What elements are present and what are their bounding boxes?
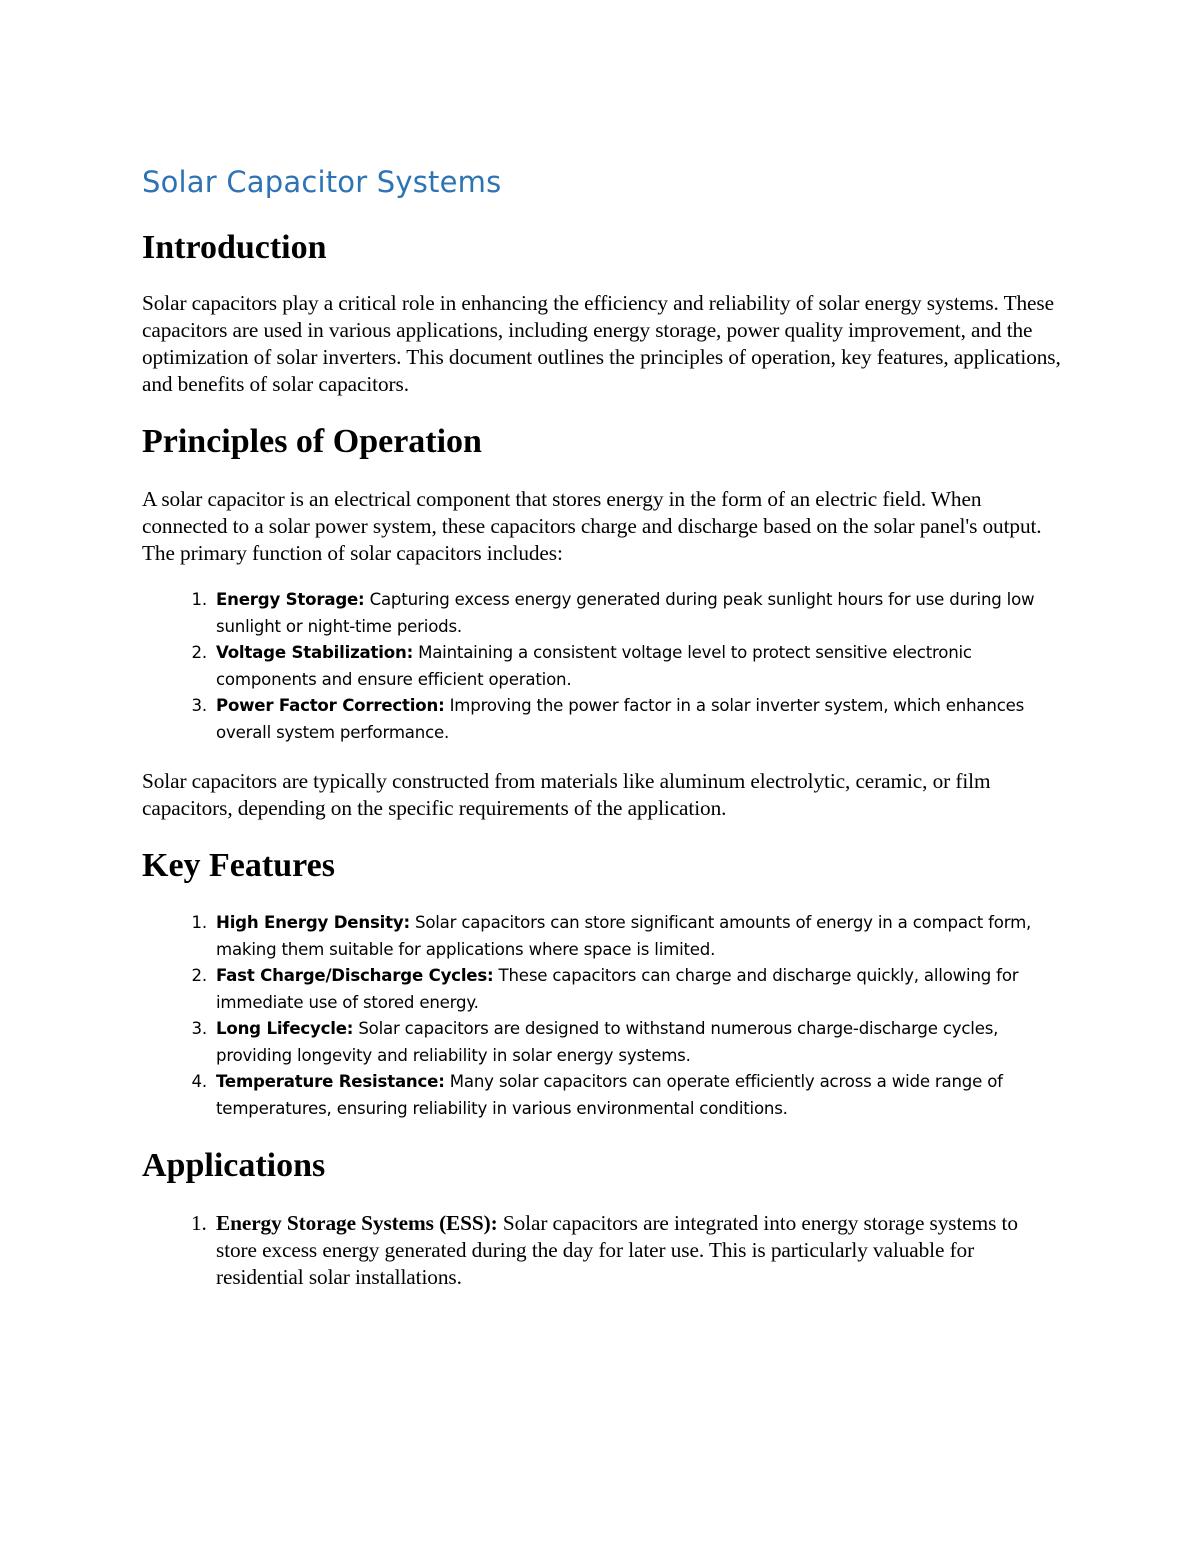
document-title: Solar Capacitor Systems [142,165,502,199]
list-item-text: Solar capacitors can store significant amounts of energy in a compact form, making them suitable for applications where space is limited. [216,913,1032,959]
principles-closing-paragraph: Solar capacitors are typically constructed from materials like aluminum electrolytic, ceramic, or film capacitors, depending on the specific requirements of the application. [142,769,991,820]
list-item-text: Solar capacitors are integrated into energy storage systems to store excess energy generated during the day for later use. This is particularly valuable for residential solar installations. [216,1211,1018,1289]
list-item-term: Long Lifecycle: [216,1019,354,1038]
principles-list [142,587,1062,746]
list-item [212,963,1062,1016]
list-item [212,587,1062,640]
list-item-term: Temperature Resistance: [216,1072,445,1091]
list-item-term: Voltage Stabilization: [216,643,414,662]
list-item-text: Improving the power factor in a solar inverter system, which enhances overall system performance. [216,696,1025,742]
applications-list [142,1210,1062,1291]
list-item-text: Many solar capacitors can operate efficiently across a wide range of temperatures, ensuring reliability in various environmental conditions. [216,1072,1003,1118]
list-item-term: Fast Charge/Discharge Cycles: [216,966,494,985]
list-item [212,693,1062,746]
heading-principles-of-operation: Principles of Operation [142,423,482,460]
principles-paragraph: A solar capacitor is an electrical component that stores energy in the form of an electric field. When connected to a solar power system, these capacitors charge and discharge based on the solar panel's output. The primary function of solar capacitors includes: [142,487,1042,565]
list-item-term: Power Factor Correction: [216,696,445,715]
list-item [212,1210,1062,1291]
heading-applications: Applications [142,1147,326,1184]
list-item [212,910,1062,963]
list-item-text: Maintaining a consistent voltage level to protect sensitive electronic components and ensure efficient operation. [216,643,972,689]
list-item-term: High Energy Density: [216,913,410,932]
heading-introduction: Introduction [142,229,327,266]
list-item-term: Energy Storage: [216,590,365,609]
list-item [212,640,1062,693]
list-item-text: Solar capacitors are designed to withstand numerous charge-discharge cycles, providing longevity and reliability in solar energy systems. [216,1019,999,1065]
list-item-text: Capturing excess energy generated during peak sunlight hours for use during low sunlight or night-time periods. [216,590,1035,636]
list-item [212,1016,1062,1069]
introduction-paragraph: Solar capacitors play a critical role in enhancing the efficiency and reliability of solar energy systems. These capacitors are used in various applications, including energy storage, power quality improvement, and the optimization of solar inverters. This document outlines the principles of operation, key features, applications, and benefits of solar capacitors. [142,291,1061,396]
heading-key-features: Key Features [142,847,335,884]
key-features-list [142,910,1062,1122]
document-content [142,162,1062,1291]
list-item-text: These capacitors can charge and discharge quickly, allowing for immediate use of stored energy. [216,966,1019,1012]
list-item-term: Energy Storage Systems (ESS): [216,1211,498,1235]
list-item [212,1069,1062,1122]
